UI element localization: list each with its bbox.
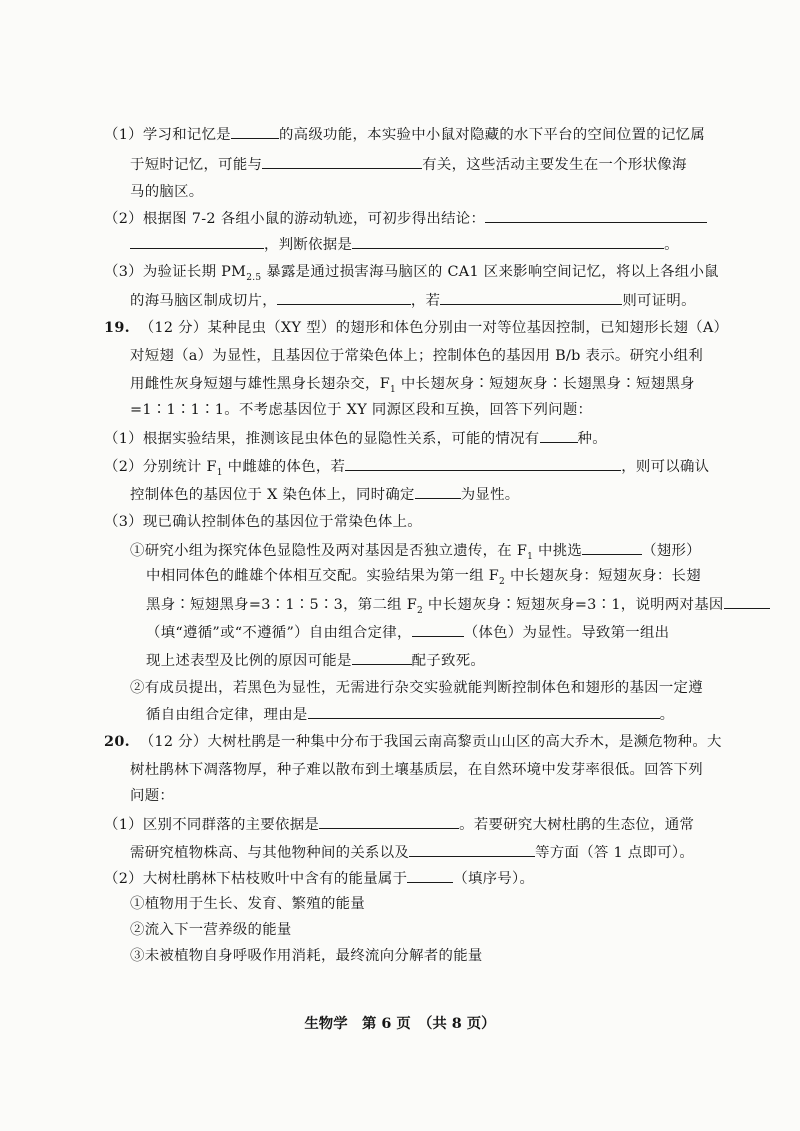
q19-part1: （1）根据实验结果，推测该昆虫体色的显隐性关系，可能的情况有 种。 [104, 428, 607, 449]
q20-stem-line1: 20. （12 分）大树杜鹃是一种集中分布于我国云南高黎贡山山区的高大乔木，是濒危物种。大 [104, 733, 722, 750]
q18-part3-line1: （3）为验证长期 $PM_{2.5}$ 暴露是通过损害海马脑区的 CA1 区来影响空间记忆，将以上各组小鼠 [104, 264, 719, 283]
q19-part3-s1-line3: 黑身∶短翅黑身=3∶1∶5∶3，第二组 $F_2$ 中长翅灰身∶短翅灰身=3∶1，说明两对基因 [146, 594, 770, 615]
answer-blank[interactable] [415, 484, 461, 499]
answer-blank[interactable] [231, 124, 279, 139]
q19-part3-s1-line4: （填“遵循”或“不遵循”）自由组合定律， （体色）为显性。导致第一组出 [146, 622, 669, 643]
q20-part1-line1: （1）区别不同群落的主要依据是 。若要研究大树杜鹃的生态位，通常 [104, 814, 694, 835]
q20-option-3: ③未被植物自身呼吸作用消耗，最终流向分解者的能量 [130, 948, 483, 964]
q19-part3-s2-line2: 循自由组合定律，理由是 。 [146, 704, 674, 725]
q18-part2-line2: ，判断依据是 。 [130, 234, 679, 255]
q20-stem-line2: 树杜鹃林下凋落物厚，种子难以散布到土壤基质层，在自然环境中发芽率很低。回答下列 [130, 762, 703, 778]
q19-stem-line4: =1∶1∶1∶1。不考虑基因位于 XY 同源区段和互换，回答下列问题： [130, 402, 593, 418]
answer-blank[interactable] [352, 234, 664, 249]
q20-option-2: ②流入下一营养级的能量 [130, 922, 292, 938]
answer-blank[interactable] [277, 290, 411, 305]
q20-stem-line3: 问题： [130, 788, 175, 804]
q18-part1-line2: 于短时记忆，可能与 有关，这些活动主要发生在一个形状像海 [130, 154, 687, 175]
answer-blank[interactable] [540, 428, 578, 443]
answer-blank[interactable] [407, 868, 453, 883]
q20-part1-line2: 需研究植物株高、与其他物种间的关系以及 等方面（答 1 点即可）。 [130, 842, 694, 863]
answer-blank[interactable] [412, 622, 464, 637]
answer-blank[interactable] [262, 154, 422, 169]
q20-option-1: ①植物用于生长、发育、繁殖的能量 [130, 896, 366, 912]
q18-part1-line1: （1）学习和记忆是 的高级功能，本实验中小鼠对隐藏的水下平台的空间位置的记忆属 [104, 124, 705, 145]
q18-part2-line1: （2）根据图 7-2 各组小鼠的游动轨迹，可初步得出结论： [104, 208, 707, 229]
answer-blank[interactable] [582, 540, 642, 555]
q19-part3-s1-line1: ①研究小组为探究体色显隐性及两对基因是否独立遗传，在 $F_1$ 中挑选 （翅形） [130, 540, 701, 561]
q19-stem-line2: 对短翅（a）为显性，且基因位于常染色体上；控制体色的基因用 B/b 表示。研究小组利 [130, 348, 704, 364]
q19-part2-line2: 控制体色的基因位于 X 染色体上，同时确定 为显性。 [130, 484, 520, 505]
q19-part3: （3）现已确认控制体色的基因位于常染色体上。 [104, 514, 422, 530]
page-footer: 生物学 第 6 页 （共 8 页） [304, 1015, 496, 1032]
q19-stem-line1: 19. （12 分）某种昆虫（XY 型）的翅形和体色分别由一对等位基因控制，已知翅形长翅（A） [104, 319, 729, 336]
answer-blank[interactable] [130, 234, 264, 249]
answer-blank[interactable] [485, 208, 707, 223]
answer-blank[interactable] [724, 594, 770, 609]
q19-stem-line3: 用雌性灰身短翅与雄性黑身长翅杂交，$F_1$ 中长翅灰身∶短翅灰身∶长翅黑身∶短翅黑身 [130, 376, 695, 395]
q18-part1-line3: 马的脑区。 [130, 184, 204, 200]
question-number: 20. [104, 733, 130, 750]
q19-part2-line1: （2）分别统计 $F_1$ 中雌雄的体色，若 ，则可以确认 [104, 456, 709, 477]
answer-blank[interactable] [345, 456, 621, 471]
answer-blank[interactable] [440, 290, 622, 305]
answer-blank[interactable] [308, 704, 660, 719]
q19-part3-s1-line5: 现上述表型及比例的原因可能是 配子致死。 [146, 650, 485, 671]
q19-part3-s1-line2: 中相同体色的雌雄个体相互交配。实验结果为第一组 $F_2$ 中长翅灰身：短翅灰身：长翅 [146, 568, 701, 587]
answer-blank[interactable] [319, 814, 459, 829]
q20-part2: （2）大树杜鹃林下枯枝败叶中含有的能量属于 （填序号）。 [104, 868, 534, 889]
answer-blank[interactable] [409, 842, 535, 857]
answer-blank[interactable] [352, 650, 412, 665]
q19-part3-s2-line1: ②有成员提出，若黑色为显性，无需进行杂交实验就能判断控制体色和翅形的基因一定遵 [130, 680, 703, 696]
question-number: 19. [104, 319, 130, 336]
q18-part3-line2: 的海马脑区制成切片， ，若 则可证明。 [130, 290, 696, 311]
